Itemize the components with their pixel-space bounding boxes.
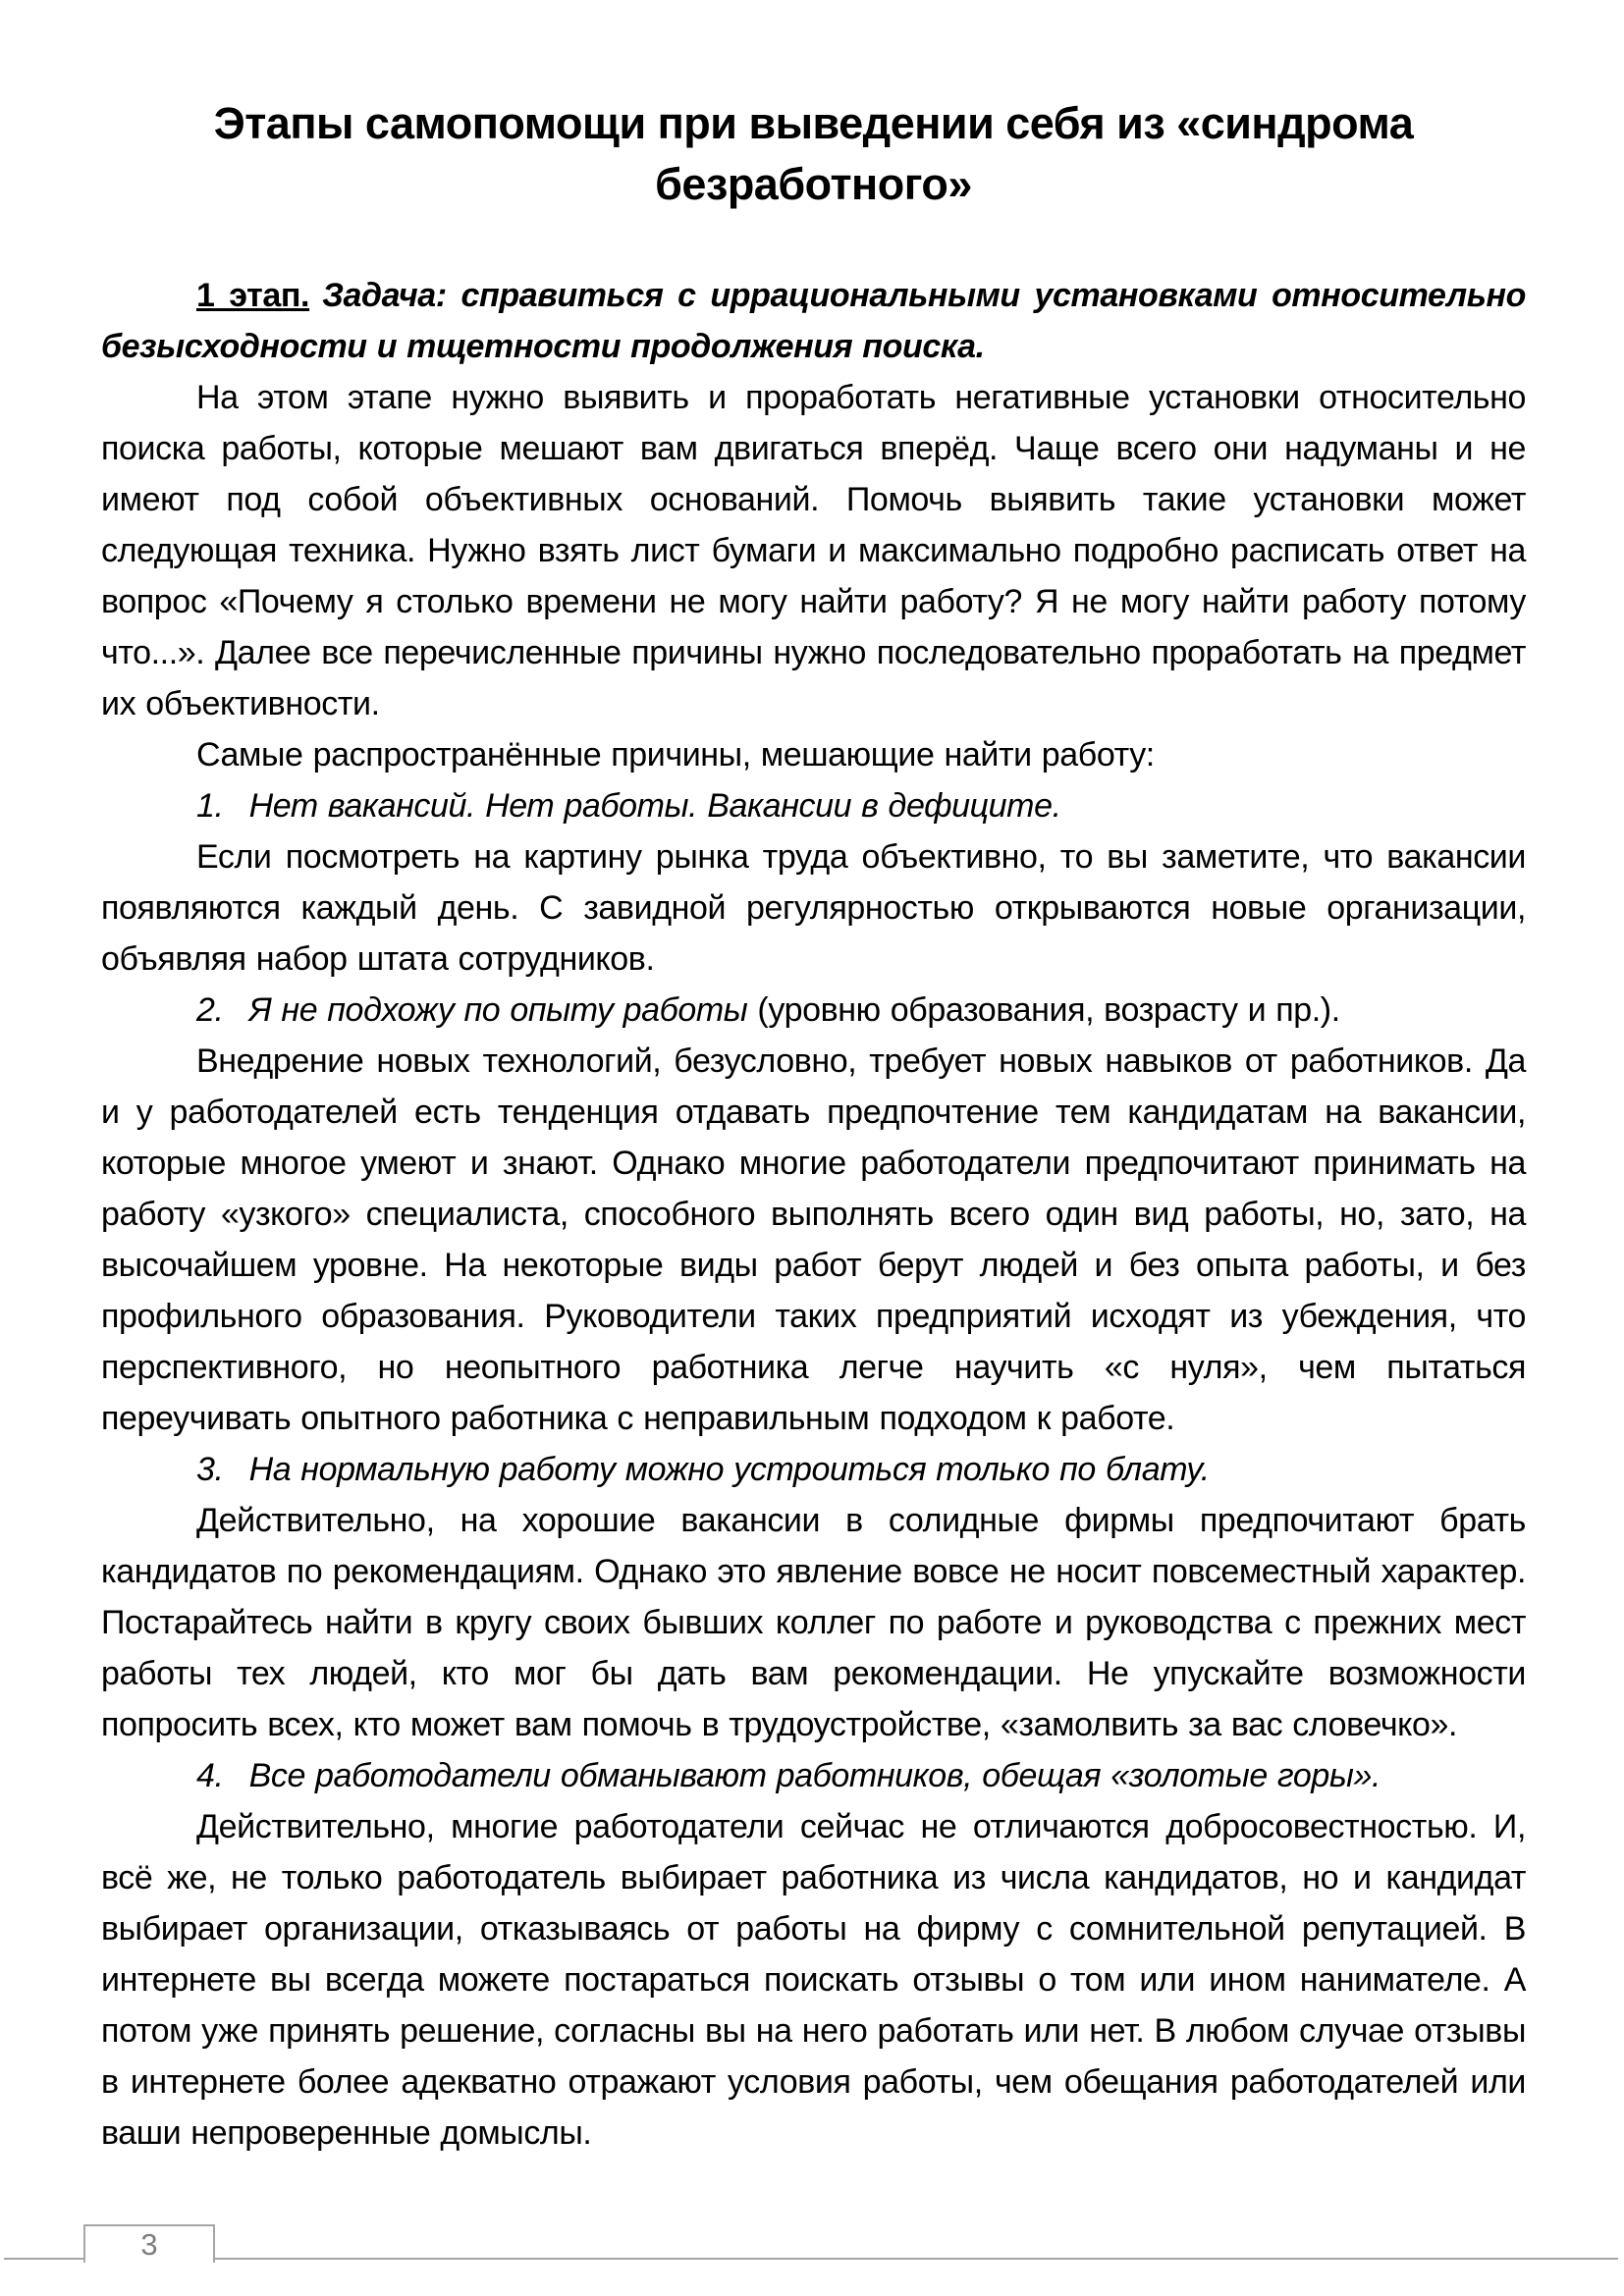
item-text: Нет вакансий. Нет работы. Вакансии в дефиците.: [248, 787, 1061, 825]
text-block: [101, 270, 1526, 2159]
page-title: Этапы самопомощи при выведении себя из «синдрома безработного»: [213, 98, 1414, 209]
body-paragraph: Действительно, на хорошие вакансии в солидные фирмы предпочитают брать кандидатов по рекомендациям. Однако это явление вовсе не носит повсеместный характер. Постарайтесь найти в кругу своих бывших коллег по работе и руководства с прежних мест работы тех людей, кто мог бы дать вам рекомендации. Не упускайте возможности попросить всех, кто может вам помочь в трудоустройстве, «замолвить за вас словечко».: [101, 1502, 1526, 1743]
item-text: Я не подхожу по опыту работы: [248, 991, 748, 1029]
list-item: [101, 1444, 1526, 1495]
item-number: 2.: [196, 991, 224, 1029]
stage-label: 1 этап.: [196, 277, 310, 314]
item-text-regular: (уровню образования, возрасту и пр.).: [747, 991, 1340, 1029]
list-item: [101, 985, 1526, 1036]
item-number: 3.: [196, 1451, 224, 1488]
item-text: На нормальную работу можно устроиться только по блату.: [248, 1451, 1210, 1488]
body-paragraph: Внедрение новых технологий, безусловно, требует новых навыков от работников. Да и у работодателей есть тенденция отдавать предпочтение тем кандидатам на вакансии, которые многое умеют и знают. Однако многие работодатели предпочитают принимать на работу «узкого» специалиста, способного выполнять всего один вид работы, но, зато, на высочайшем уровне. На некоторые виды работ берут людей и без опыта работы, и без профильного образования. Руководители таких предприятий исходят из убеждения, что перспективного, но неопытного работника легче научить «с нуля», чем пытаться переучивать опытного работника с неправильным подходом к работе.: [101, 1042, 1526, 1437]
page-number: 3: [140, 2227, 158, 2262]
footer-divider: [4, 2258, 1618, 2260]
document-body: [101, 0, 1526, 2159]
item-number: 1.: [196, 787, 224, 825]
body-paragraph: Если посмотреть на картину рынка труда объективно, то вы заметите, что вакансии появляются каждый день. С завидной регулярностью открываются новые организации, объявляя набор штата сотрудников.: [101, 838, 1526, 978]
stage-heading: [101, 270, 1526, 372]
page-number-tab: [83, 2224, 215, 2263]
item-text: Все работодатели обманывают работников, обещая «золотые горы».: [248, 1757, 1381, 1794]
body-paragraph: Самые распространённые причины, мешающие найти работу:: [196, 736, 1155, 774]
list-item: [101, 1750, 1526, 1801]
item-number: 4.: [196, 1757, 224, 1794]
body-paragraph: Действительно, многие работодатели сейчас не отличаются добросовестностью. И, всё же, не только работодатель выбирает работника из числа кандидатов, но и кандидат выбирает организации, отказываясь от работы на фирму с сомнительной репутацией. В интернете вы всегда можете постараться поискать отзывы о том или ином нанимателе. А потом уже принять решение, согласны вы на него работать или нет. В любом случае отзывы в интернете более адекватно отражают условия работы, чем обещания работодателей или ваши непроверенные домыслы.: [101, 1808, 1526, 2152]
stage-task: Задача: справиться с иррациональными установками относительно безысходности и тщетности продолжения поиска.: [101, 277, 1526, 365]
body-paragraph: На этом этапе нужно выявить и проработать негативные установки относительно поиска работы, которые мешают вам двигаться вперёд. Чаще всего они надуманы и не имеют под собой объективных оснований. Помочь выявить такие установки может следующая техника. Нужно взять лист бумаги и максимально подробно расписать ответ на вопрос «Почему я столько времени не могу найти работу? Я не могу найти работу потому что...». Далее все перечисленные причины нужно последовательно проработать на предмет их объективности.: [101, 379, 1526, 722]
list-item: [101, 780, 1526, 831]
